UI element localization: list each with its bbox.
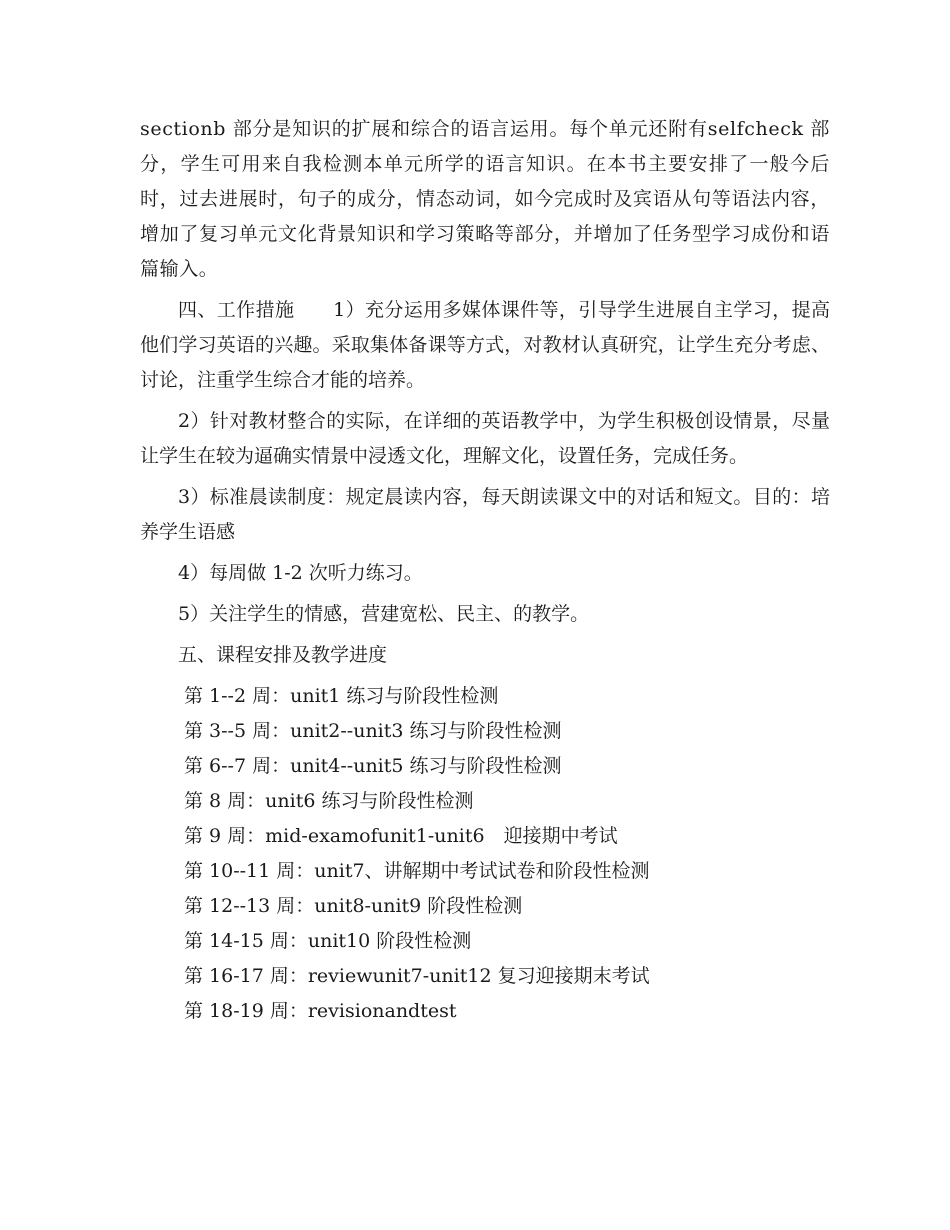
paragraph-measure-2: 2）针对教材整合的实际，在详细的英语教学中，为学生积极创设情景，尽量让学生在较为逼确实情景中浸透文化，理解文化，设置任务，完成任务。: [140, 410, 830, 467]
schedule-list: [140, 679, 830, 1029]
schedule-item: 第 1--2 周：unit1 练习与阶段性检测: [184, 685, 499, 707]
schedule-item: 第 9 周：mid-examofunit1-unit6 迎接期中考试: [184, 825, 618, 847]
schedule-item: 第 12--13 周：unit8-unit9 阶段性检测: [184, 895, 523, 917]
section-heading-course-schedule: 五、课程安排及教学进度: [178, 644, 388, 666]
paragraph-measure-4: 4）每周做 1-2 次听力练习。: [178, 562, 423, 584]
schedule-item: 第 6--7 周：unit4--unit5 练习与阶段性检测: [184, 755, 562, 777]
paragraph-work-measures: 四、工作措施 1）充分运用多媒体课件等，引导学生进展自主学习，提高他们学习英语的兴趣。采取集体备课等方式，对教材认真研究，让学生充分考虑、讨论，注重学生综合才能的培养。: [140, 299, 830, 391]
schedule-item: 第 3--5 周：unit2--unit3 练习与阶段性检测: [184, 720, 562, 742]
paragraph-measure-3: 3）标准晨读制度：规定晨读内容，每天朗读课文中的对话和短文。目的：培养学生语感: [140, 486, 830, 543]
schedule-item: 第 16-17 周：reviewunit7-unit12 复习迎接期末考试: [184, 965, 650, 987]
schedule-item: 第 14-15 周：unit10 阶段性检测: [184, 930, 472, 952]
paragraph-section-b: sectionb 部分是知识的扩展和综合的语言运用。每个单元还附有selfcheck 部分，学生可用来自我检测本单元所学的语言知识。在本书主要安排了一般今后时，过去进展时，句子的成分，情态动词，如今完成时及宾语从句等语法内容，增加了复习单元文化背景知识和学习策略等部分，并增加了任务型学习成份和语篇输入。: [140, 118, 830, 280]
document-body: [140, 112, 830, 1029]
schedule-item: 第 18-19 周：revisionandtest: [184, 1000, 457, 1022]
schedule-item: 第 10--11 周：unit7、讲解期中考试试卷和阶段性检测: [184, 860, 650, 882]
paragraph-measure-5: 5）关注学生的情感，营建宽松、民主、的教学。: [178, 603, 590, 625]
schedule-item: 第 8 周：unit6 练习与阶段性检测: [184, 790, 474, 812]
